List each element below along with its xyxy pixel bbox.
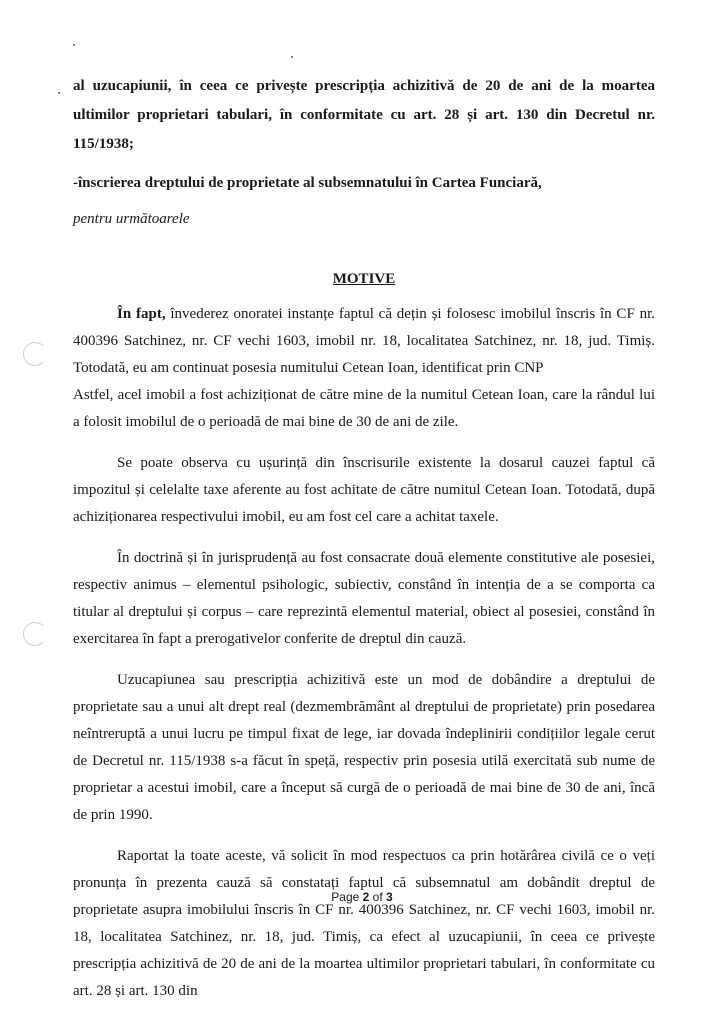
paragraph-text: învederez onoratei instanțe faptul că dețin și folosesc imobilul înscris în CF nr. 400396 Satchinez, nr. CF vechi 1603, imobil nr. 18, localitatea Satchinez, nr. 18, jud. Timiș. Totodată, eu am continuat posesia numitului Cetean Ioan, identificat prin CNP [73,306,656,376]
footer-page-current: 2 [362,890,370,904]
document-body [73,72,655,1005]
punch-hole-mark [23,622,47,646]
paragraph-impozit: Se poate observa cu ușurință din înscrisurile existente la dosarul cauzei faptul că impozitul și celelalte taxe aferente au fost achitate de către numitul Cetean Ioan. Totodată, după achiziționarea respectivului imobil, eu am fost cel care a achitat taxele. [73,455,655,525]
page-footer [0,890,724,904]
footer-page-total: 3 [386,890,393,904]
intro-line-uzucapiune: al uzucapiunii, în ceea ce privește prescripția achizitivă de 20 de ani de la moartea ultimilor proprietari tabulari, în conformitate cu art. 28 și art. 130 din Decretul nr. 115/1938; [73,78,655,152]
scan-speck [58,92,60,94]
paragraph-astfel: Astfel, acel imobil a fost achiziționat de către mine de la numitul Cetean Ioan, care la rândul lui a folosit imobilul de o perioadă de mai bine de 30 de ani de zile. [73,387,655,430]
paragraph-in-fapt [73,301,655,382]
paragraph-lead: În fapt, [117,306,166,322]
paragraph-doctrina: În doctrină și în jurisprudență au fost consacrate două elemente constitutive ale posesiei, respectiv animus – elementul psihologic, subiectiv, constând în intenția de a se comporta ca titular al dreptului și corpus – care reprezintă elementul material, obiect al posesiei, constând în exercitarea în fapt a prerogativelor conferite de dreptul din cauză. [73,550,655,647]
scan-speck [73,44,75,46]
punch-hole-mark [23,342,47,366]
intro-pentru: pentru următoarele [73,211,190,227]
footer-of-word: of [372,890,383,904]
paragraph-raportat: Raportat la toate aceste, vă solicit în mod respectuos ca prin hotărârea civilă ce o veți pronunța în prezenta cauză să constatați faptul că subsemnatul am dobândit dreptul de proprietate asupra imobilului înscris în CF nr. 400396 Satchinez, nr. CF vechi 1603, imobil nr. 18, localitatea Satchinez, nr. 18, jud. Timiș, ca efect al uzucapiunii, în ceea ce privește prescripția achizitivă de 20 de ani de la moartea ultimilor proprietari tabulari, în conformitate cu art. 28 și art. 130 din [73,848,655,999]
scan-speck [291,56,293,58]
footer-page-word: Page [331,890,360,904]
paragraph-uzucapiune: Uzucapiunea sau prescripția achizitivă este un mod de dobândire a dreptului de proprietate sau a unui alt drept real (dezmembrământ al dreptului de proprietate) prin posedarea neîntreruptă a unui lucru pe timpul fixat de lege, iar dovada îndeplinirii condițiilor legale cerut de Decretul nr. 115/1938 s-a făcut în speță, respectiv prin posesia utilă exercitată sub nume de proprietar a acestui imobil, care a început să curgă de o perioadă de mai bine de 30 de ani, încă de prin 1990. [73,672,655,823]
section-heading-motive: MOTIVE [332,271,396,287]
intro-line-inscriere: -înscrierea dreptului de proprietate al subsemnatului în Cartea Funciară, [73,175,542,191]
